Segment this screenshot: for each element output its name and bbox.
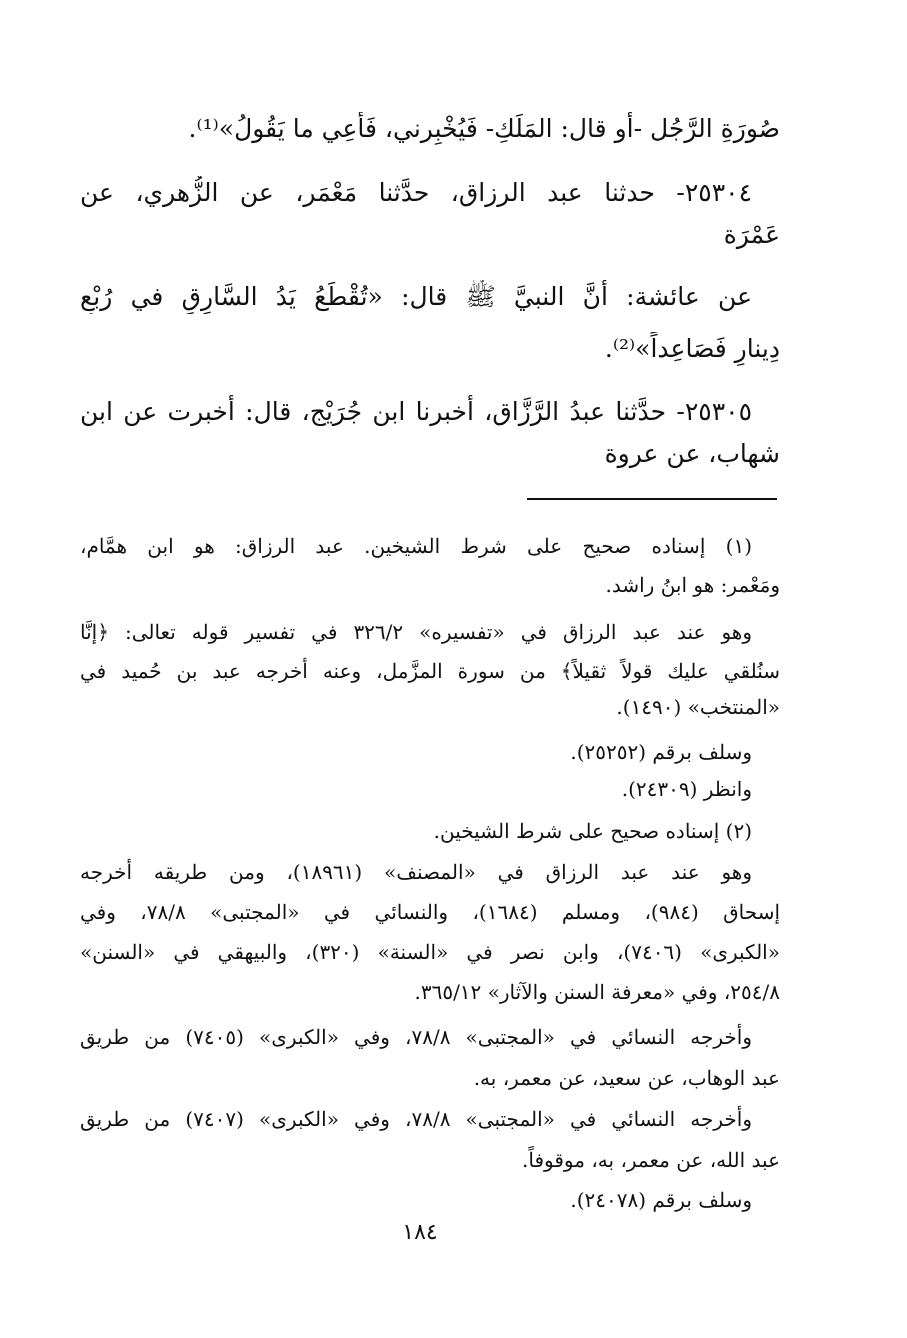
footnote-line: عبد الله، عن معمر، به، موقوفاً. [522, 1148, 780, 1172]
footnote-line: ومَعْمر: هو ابنُ راشد. [605, 573, 780, 597]
footnote-separator [527, 498, 777, 500]
main-text-line: دِينارٍ فَصَاعِداً»⁽²⁾. [604, 334, 780, 363]
footnote-line: وهو عند عبد الرزاق في «المصنف» (١٨٩٦١)، ومن طريقه أخرجه [80, 860, 752, 884]
footnote-line: وسلف برقم (٢٥٢٥٢). [570, 740, 752, 764]
main-text-line: عَمْرَة [723, 220, 780, 249]
main-text-line: شهاب، عن عروة [604, 439, 780, 468]
page-number: ١٨٤ [402, 1220, 438, 1245]
footnote-line: سنُلقي عليك قولاً ثقيلاً﴾ من سورة المزَّمل، وعنه أخرجه عبد بن حُميد في [80, 659, 780, 683]
main-text-line: عن عائشة: أنَّ النبيَّ ﷺ قال: «تُقْطَعُ يَدُ السَّارِقِ في رُبْعِ [80, 282, 752, 311]
footnote-line: (٢) إسناده صحيح على شرط الشيخين. [433, 819, 752, 843]
footnote-line: وأخرجه النسائي في «المجتبى» ٧٨/٨، وفي «الكبرى» (٧٤٠٧) من طريق [80, 1107, 752, 1131]
footnote-line: إسحاق (٩٨٤)، ومسلم (١٦٨٤)، والنسائي في «المجتبى» ٧٨/٨، وفي [80, 900, 780, 924]
footnote-line: وأخرجه النسائي في «المجتبى» ٧٨/٨، وفي «الكبرى» (٧٤٠٥) من طريق [80, 1025, 752, 1049]
footnote-line: وسلف برقم (٢٤٠٧٨). [570, 1188, 752, 1212]
footnote-line: (١) إسناده صحيح على شرط الشيخين. عبد الرزاق: هو ابن همَّام، [80, 534, 752, 558]
main-text-line: صُورَةِ الرَّجُل -أو قال: المَلَكِ- فَيُخْبِرني، فَأَعِي ما يَقُولُ»⁽¹⁾. [188, 114, 780, 143]
footnote-line: ٢٥٤/٨، وفي «معرفة السنن والآثار» ٣٦٥/١٢. [414, 980, 780, 1004]
footnote-line: «الكبرى» (٧٤٠٦)، وابن نصر في «السنة» (٣٢٠)، والبيهقي في «السنن» [80, 940, 780, 964]
footnote-line: «المنتخب» (١٤٩٠). [616, 695, 780, 719]
main-text-line: ٢٥٣٠٤- حدثنا عبد الرزاق، حدَّثنا مَعْمَر، عن الزُّهري، عن [80, 178, 752, 207]
footnote-line: وهو عند عبد الرزاق في «تفسيره» ٣٢٦/٢ في تفسير قوله تعالى: ﴿إنَّا [80, 620, 752, 644]
footnote-line: عبد الوهاب، عن سعيد، عن معمر، به. [473, 1066, 780, 1090]
footnote-line: وانظر (٢٤٣٠٩). [621, 777, 752, 801]
main-text-line: ٢٥٣٠٥- حدَّثنا عبدُ الرَّزَّاق، أخبرنا ابن جُرَيْج، قال: أُخبرت عن ابن [80, 397, 752, 426]
